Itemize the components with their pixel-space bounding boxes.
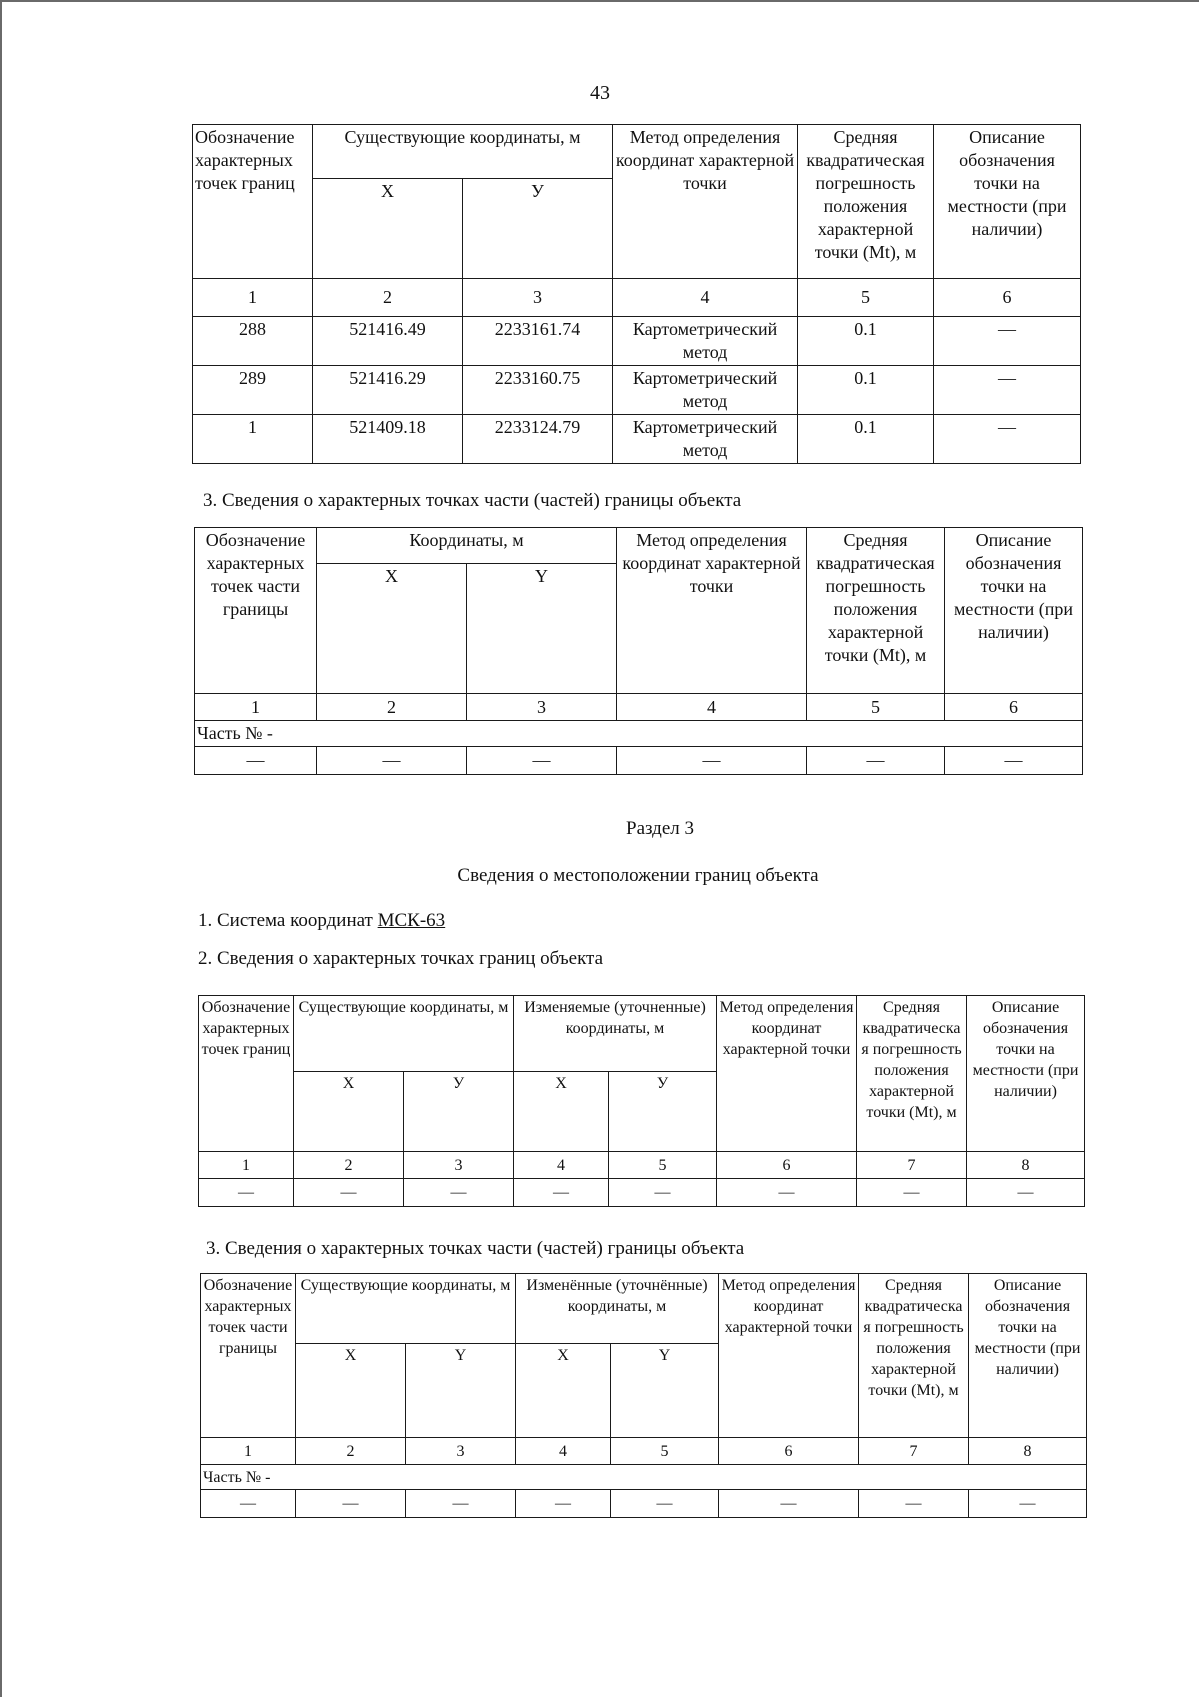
point-y: 2233161.74: [463, 317, 613, 366]
header-y: У: [404, 1072, 514, 1152]
col-number: 6: [719, 1438, 859, 1465]
section-title: Раздел 3: [626, 818, 694, 839]
header-method: Метод определения координат характерной точки: [719, 1274, 859, 1438]
header-x: X: [514, 1072, 609, 1152]
col-number: 5: [611, 1438, 719, 1465]
point-id: 289: [193, 366, 313, 415]
header-x: X: [317, 564, 467, 694]
part-label: Часть № -: [201, 1465, 1087, 1490]
header-error: Средняя квадратическая погрешность положения характерной точки (Mt), м: [859, 1274, 969, 1438]
dash-cell: —: [859, 1490, 969, 1518]
dash-cell: —: [294, 1179, 404, 1207]
header-error: Средняя квадратическая погрешность положения характерной точки (Mt), м: [857, 996, 967, 1152]
table-row: [195, 747, 1083, 775]
part-boundary-points-table: [194, 527, 1083, 775]
point-error: 0.1: [798, 317, 934, 366]
col-number: 3: [463, 279, 613, 317]
point-method: Картометрический метод: [613, 317, 798, 366]
point-method: Картометрический метод: [613, 366, 798, 415]
header-coords: Координаты, м: [317, 528, 617, 564]
col-number: 5: [798, 279, 934, 317]
header-error: Средняя квадратическая погрешность положения характерной точки (Mt), м: [798, 125, 934, 279]
col-number: 5: [609, 1152, 717, 1179]
dash-cell: —: [609, 1179, 717, 1207]
section-heading: 3. Сведения о характерных точках части (частей) границы объекта: [206, 1238, 745, 1259]
header-method: Метод определения координат характерной точки: [617, 528, 807, 694]
dash-cell: —: [945, 747, 1083, 775]
coord-system-line: [198, 910, 445, 932]
dash-cell: —: [807, 747, 945, 775]
point-error: 0.1: [798, 366, 934, 415]
point-description: —: [934, 317, 1081, 366]
dash-cell: —: [514, 1179, 609, 1207]
table-row: [193, 366, 1081, 415]
header-x: X: [313, 179, 463, 279]
col-number: 4: [514, 1152, 609, 1179]
header-x: X: [294, 1072, 404, 1152]
dash-cell: —: [317, 747, 467, 775]
dash-cell: —: [611, 1490, 719, 1518]
header-y: Y: [467, 564, 617, 694]
point-error: 0.1: [798, 415, 934, 464]
point-description: —: [934, 366, 1081, 415]
col-number: 1: [201, 1438, 296, 1465]
point-id: 288: [193, 317, 313, 366]
col-number: 6: [945, 694, 1083, 721]
section-subtitle: Сведения о местоположении границ объекта: [457, 865, 819, 886]
header-method: Метод определения координат характерной точки: [613, 125, 798, 279]
part-boundary-points-change-table: [200, 1273, 1087, 1518]
col-number: 2: [313, 279, 463, 317]
header-error: Средняя квадратическая погрешность положения характерной точки (Mt), м: [807, 528, 945, 694]
header-changed-coords: Изменённые (уточнённые) координаты, м: [516, 1274, 719, 1344]
dash-cell: —: [201, 1490, 296, 1518]
header-description: Описание обозначения точки на местности (при наличии): [945, 528, 1083, 694]
dash-cell: —: [406, 1490, 516, 1518]
table-row: [201, 1490, 1087, 1518]
table-row: [193, 415, 1081, 464]
col-number: 2: [294, 1152, 404, 1179]
page-number: 43: [590, 82, 610, 104]
col-number: 1: [199, 1152, 294, 1179]
col-number: 7: [859, 1438, 969, 1465]
part-label: Часть № -: [195, 721, 1083, 747]
header-designation: Обозначение характерных точек части границы: [201, 1274, 296, 1438]
point-x: 521416.29: [313, 366, 463, 415]
col-number: 7: [857, 1152, 967, 1179]
col-number: 5: [807, 694, 945, 721]
header-existing-coords: Существующие координаты, м: [294, 996, 514, 1072]
section-heading: 3. Сведения о характерных точках части (частей) границы объекта: [203, 490, 742, 511]
header-designation: Обозначение характерных точек границ: [199, 996, 294, 1152]
col-number: 6: [717, 1152, 857, 1179]
col-number: 6: [934, 279, 1081, 317]
header-y: У: [609, 1072, 717, 1152]
header-changed-coords: Изменяемые (уточненные) координаты, м: [514, 996, 717, 1072]
col-number: 4: [617, 694, 807, 721]
header-description: Описание обозначения точки на местности (при наличии): [969, 1274, 1087, 1438]
col-number: 2: [317, 694, 467, 721]
col-number: 3: [467, 694, 617, 721]
dash-cell: —: [195, 747, 317, 775]
col-number: 3: [406, 1438, 516, 1465]
dash-cell: —: [719, 1490, 859, 1518]
header-designation: Обозначение характерных точек части границы: [195, 528, 317, 694]
dash-cell: —: [857, 1179, 967, 1207]
col-number: 2: [296, 1438, 406, 1465]
point-id: 1: [193, 415, 313, 464]
header-description: Описание обозначения точки на местности (при наличии): [934, 125, 1081, 279]
header-designation: Обозначение характерных точек границ: [193, 125, 313, 279]
dash-cell: —: [516, 1490, 611, 1518]
point-y: 2233160.75: [463, 366, 613, 415]
point-method: Картометрический метод: [613, 415, 798, 464]
dash-cell: —: [967, 1179, 1085, 1207]
dash-cell: —: [717, 1179, 857, 1207]
dash-cell: —: [467, 747, 617, 775]
section-heading: 2. Сведения о характерных точках границ объекта: [198, 948, 604, 969]
point-y: 2233124.79: [463, 415, 613, 464]
dash-cell: —: [199, 1179, 294, 1207]
point-x: 521416.49: [313, 317, 463, 366]
col-number: 8: [967, 1152, 1085, 1179]
header-y: У: [463, 179, 613, 279]
table-row: [199, 1179, 1085, 1207]
header-y: Y: [406, 1344, 516, 1438]
header-existing-coords: Существующие координаты, м: [296, 1274, 516, 1344]
point-description: —: [934, 415, 1081, 464]
header-description: Описание обозначения точки на местности (при наличии): [967, 996, 1085, 1152]
col-number: 1: [195, 694, 317, 721]
boundary-points-change-table: [198, 995, 1085, 1207]
boundary-points-table: [192, 124, 1081, 464]
col-number: 1: [193, 279, 313, 317]
col-number: 4: [613, 279, 798, 317]
dash-cell: —: [617, 747, 807, 775]
col-number: 8: [969, 1438, 1087, 1465]
header-method: Метод определения координат характерной точки: [717, 996, 857, 1152]
header-x: X: [296, 1344, 406, 1438]
point-x: 521409.18: [313, 415, 463, 464]
dash-cell: —: [969, 1490, 1087, 1518]
dash-cell: —: [404, 1179, 514, 1207]
header-existing-coords: Существующие координаты, м: [313, 125, 613, 179]
coord-system-name: МСК-63: [377, 910, 446, 931]
header-y: Y: [611, 1344, 719, 1438]
col-number: 3: [404, 1152, 514, 1179]
header-x: X: [516, 1344, 611, 1438]
table-row: [193, 317, 1081, 366]
dash-cell: —: [296, 1490, 406, 1518]
coord-system-prefix: 1. Система координат: [198, 910, 378, 931]
col-number: 4: [516, 1438, 611, 1465]
